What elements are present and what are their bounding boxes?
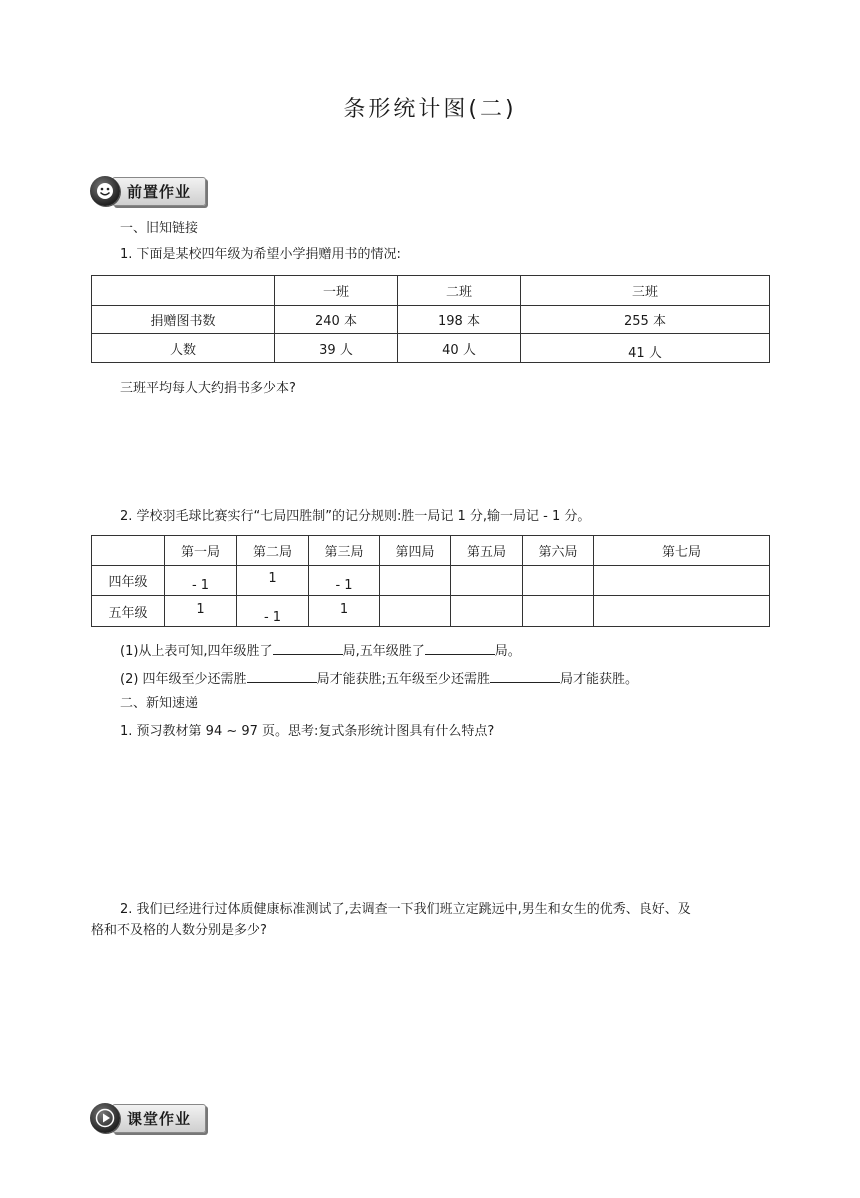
table-cell xyxy=(523,566,594,596)
section-label: 前置作业 xyxy=(112,177,206,206)
question-1-ask: 三班平均每人大约捐书多少本? xyxy=(120,381,296,396)
part2-heading: 二、新知速递 xyxy=(120,696,199,711)
table-header-row xyxy=(92,536,770,566)
table-row xyxy=(92,596,770,627)
table-cell xyxy=(380,566,451,596)
table-cell xyxy=(594,596,770,627)
table-cell: 255 本 xyxy=(521,306,770,334)
table-cell: - 1 xyxy=(309,566,380,596)
play-icon xyxy=(90,1103,120,1133)
section-badge-class xyxy=(90,1103,206,1133)
table-cell: 人数 xyxy=(92,334,275,363)
table-header-cell: 第二局 xyxy=(237,536,309,566)
table-header-cell: 第六局 xyxy=(523,536,594,566)
smile-icon xyxy=(90,176,120,206)
question-2-text: 2. 学校羽毛球比赛实行“七局四胜制”的记分规则:胜一局记 1 分,输一局记 - 1 分。 xyxy=(120,509,591,524)
table-cell: 捐赠图书数 xyxy=(92,306,275,334)
table-header-cell: 二班 xyxy=(398,276,521,306)
table-cell: 41 人 xyxy=(521,334,770,363)
table-header-cell: 一班 xyxy=(275,276,398,306)
answer-blank[interactable] xyxy=(425,640,495,655)
sub-question-2-part-c: 局才能获胜。 xyxy=(559,672,638,687)
part1-heading: 一、旧知链接 xyxy=(120,221,199,236)
table-cell xyxy=(523,596,594,627)
part2-question-1: 1. 预习教材第 94 ~ 97 页。思考:复式条形统计图具有什么特点? xyxy=(120,724,495,739)
sub-question-2-part-b: 局才能获胜;五年级至少还需胜 xyxy=(316,672,490,687)
section-badge-pre xyxy=(90,176,206,206)
sub-question-1-part-b: 局,五年级胜了 xyxy=(342,644,425,659)
table-header-cell: 第一局 xyxy=(165,536,237,566)
answer-blank[interactable] xyxy=(490,668,560,683)
table-header-cell: 第七局 xyxy=(594,536,770,566)
table-row xyxy=(92,306,770,334)
sub-question-1-part-a: (1)从上表可知,四年级胜了 xyxy=(120,644,273,659)
table-cell: 1 xyxy=(165,596,237,627)
table-cell: - 1 xyxy=(237,596,309,627)
table-cell: 1 xyxy=(309,596,380,627)
sub-question-1-part-c: 局。 xyxy=(494,644,521,659)
table-cell: 198 本 xyxy=(398,306,521,334)
badminton-table xyxy=(91,535,770,627)
sub-question-2-part-a: (2) 四年级至少还需胜 xyxy=(120,672,247,687)
table-header-cell xyxy=(92,536,165,566)
table-header-row xyxy=(92,276,770,306)
table-cell: 240 本 xyxy=(275,306,398,334)
table-cell: 40 人 xyxy=(398,334,521,363)
table-header-cell: 第三局 xyxy=(309,536,380,566)
part2-question-2-line1: 2. 我们已经进行过体质健康标准测试了,去调查一下我们班立定跳远中,男生和女生的优秀、良好、及 xyxy=(120,902,691,917)
part2-question-2-line2: 格和不及格的人数分别是多少? xyxy=(91,923,267,938)
donation-table xyxy=(91,275,770,363)
table-row xyxy=(92,334,770,363)
table-cell: 五年级 xyxy=(92,596,165,627)
table-cell: 39 人 xyxy=(275,334,398,363)
table-cell: - 1 xyxy=(165,566,237,596)
question-1-text: 1. 下面是某校四年级为希望小学捐赠用书的情况: xyxy=(120,247,401,262)
table-header-cell xyxy=(92,276,275,306)
table-row xyxy=(92,566,770,596)
sub-question-1 xyxy=(120,640,521,661)
table-cell xyxy=(594,566,770,596)
answer-blank[interactable] xyxy=(247,668,317,683)
page-title: 条形统计图(二) xyxy=(343,97,517,122)
table-cell xyxy=(380,596,451,627)
section-label: 课堂作业 xyxy=(112,1104,206,1133)
table-header-cell: 第四局 xyxy=(380,536,451,566)
table-header-cell: 三班 xyxy=(521,276,770,306)
answer-blank[interactable] xyxy=(273,640,343,655)
table-cell xyxy=(451,566,523,596)
table-cell: 四年级 xyxy=(92,566,165,596)
table-header-cell: 第五局 xyxy=(451,536,523,566)
sub-question-2 xyxy=(120,668,638,689)
table-cell xyxy=(451,596,523,627)
table-cell: 1 xyxy=(237,566,309,596)
